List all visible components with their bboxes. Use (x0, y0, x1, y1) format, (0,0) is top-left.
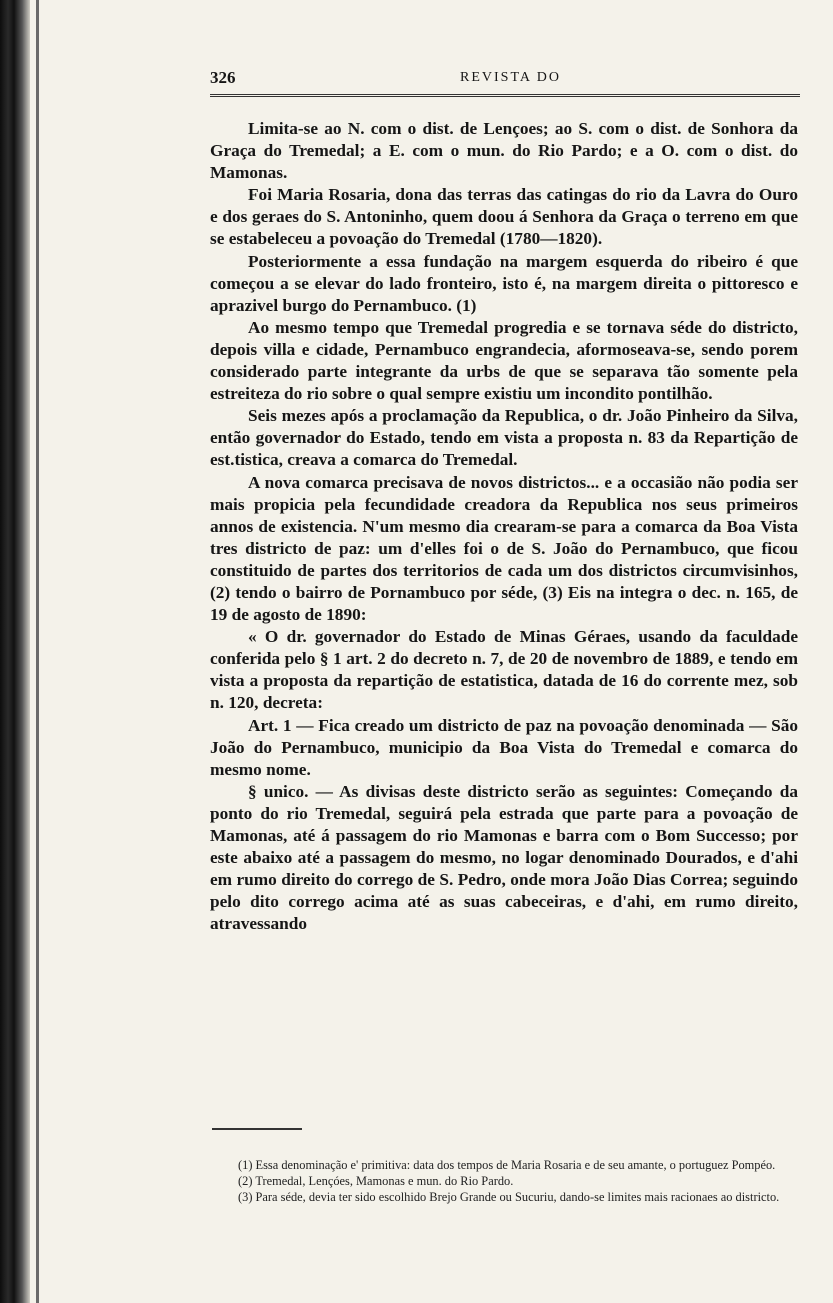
gutter-line (36, 0, 39, 1303)
paragraph: Limita-se ao N. com o dist. de Lençoes; ao S. com o dist. de Sonhora da Graça do Tremedal; a E. com o mun. do Rio Pardo; e a O. com o dist. do Mamonas. (210, 119, 798, 183)
footnotes (208, 1157, 800, 1205)
page-header (210, 68, 800, 92)
footnote: (1) Essa denominação e' primitiva: data dos tempos de Maria Rosaria e de seu amante, o portuguez Pompéo. (238, 1158, 776, 1172)
footnote: (2) Tremedal, Lençóes, Mamonas e mun. do Rio Pardo. (238, 1174, 514, 1188)
book-spine-shadow (0, 0, 30, 1303)
footnote-rule (212, 1128, 302, 1130)
decree-quote-paragraph: « O dr. governador do Estado de Minas Géraes, usando da faculdade conferida pelo § 1 art. 2 do decreto n. 7, de 20 de novembro de 1889, e tendo em vista a proposta da repartição de estatistica, datada de 16 do corrente mez, sob n. 120, decreta: (210, 627, 798, 713)
paragraph: Posteriormente a essa fundação na margem esquerda do ribeiro é que começou a se elevar do lado fronteiro, isto é, na margem direita o pittoresco e aprazivel burgo do Pernambuco. (1) (210, 251, 798, 315)
paragraph: Ao mesmo tempo que Tremedal progredia e se tornava séde do districto, depois villa e cidade, Pernambuco engrandecia, aformoseava-se, sendo porem considerado parte integrante da urbs de que se separava tão somente pela estreiteza do rio sobre o qual sempre existiu um incondito pontilhão. (210, 317, 798, 404)
paragraph: A nova comarca precisava de novos districtos... e a occasião não podia ser mais propicia pela fecundidade creadora da Republica nos seus primeiros annos de existencia. N'um mesmo dia crearam-se para a comarca da Boa Vista tres districto de paz: um d'elles foi o de S. João do Pernambuco, que ficou constituido de partes dos territorios de cada um dos districtos circumvisinhos, (2) tendo o bairro de Pornambuco por séde, (3) Eis na integra o dec. n. 165, de 19 de agosto de 1890: (210, 472, 798, 625)
page-number: 326 (210, 68, 236, 87)
decree-article: Art. 1 — Fica creado um districto de paz na povoação denominada — São João do Pernambuco, municipio da Boa Vista do Tremedal e comarca do mesmo nome. (210, 715, 798, 779)
paragraph: Seis mezes após a proclamação da Republica, o dr. João Pinheiro da Silva, então governador do Estado, tendo em vista a proposta n. 83 da Repartição de est.tistica, creava a comarca do Tremedal. (210, 406, 798, 470)
paragraph: Foi Maria Rosaria, dona das terras das catingas do rio da Lavra do Ouro e dos geraes do S. Antoninho, quem doou á Senhora da Graça o terreno em que se estabeleceu a povoação do Tremedal (1780—1820). (210, 185, 798, 249)
header-rule (210, 94, 800, 97)
decree-section: § unico. — As divisas deste districto serão as seguintes: Começando da ponto do rio Tremedal, seguirá pela estrada que parte para a povoação de Mamonas, até á passagem do rio Mamonas e barra com o Bom Successo; por este abaixo até a passagem do mesmo, no logar denominado Dourados, e d'ahi em rumo direito do corrego de S. Pedro, onde mora João Dias Correa; seguindo pelo dito corrego acima até as suas cabeceiras, e d'ahi, em rumo direito, atravessando (210, 781, 798, 934)
running-title: REVISTA DO (460, 70, 561, 85)
body-text (210, 118, 798, 935)
footnote: (3) Para séde, devia ter sido escolhido Brejo Grande ou Sucuriu, dando-se limites mais racionaes ao districto. (238, 1190, 780, 1204)
